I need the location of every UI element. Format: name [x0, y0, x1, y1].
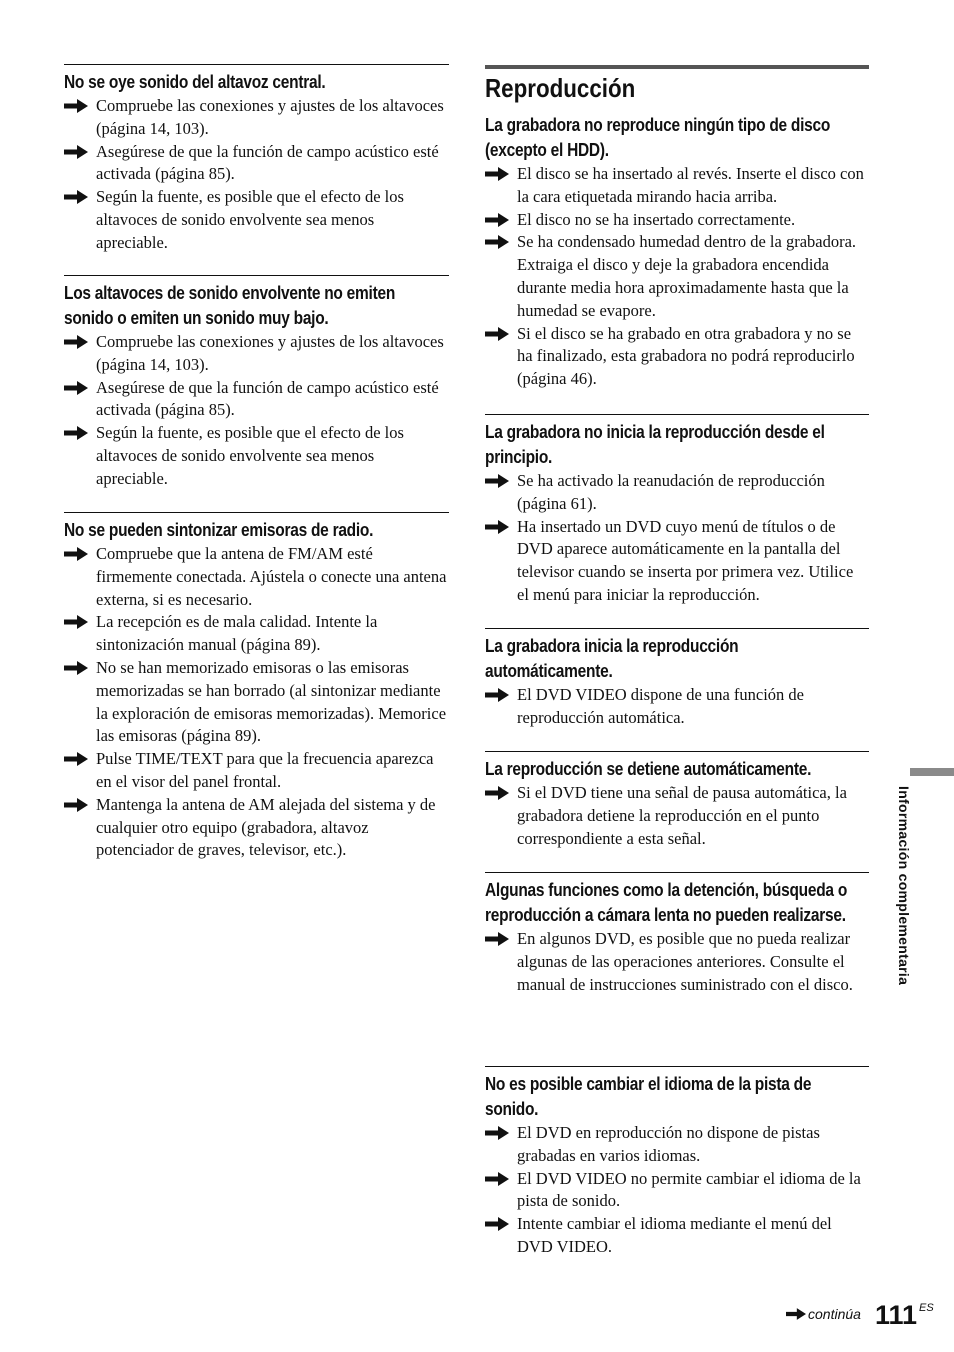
side-section-label: Información complementaria — [896, 786, 912, 986]
solution-list — [485, 782, 869, 850]
arrow-right-icon — [485, 235, 509, 249]
list-item: Según la fuente, es posible que el efecto de los altavoces de sonido envolvente sea menos apreciable. — [64, 186, 449, 254]
section-heading: La grabadora no reproduce ningún tipo de disco (excepto el HDD). — [485, 115, 831, 160]
arrow-right-icon — [64, 547, 88, 561]
arrow-right-icon — [786, 1308, 806, 1320]
list-item: Asegúrese de que la función de campo acústico esté activada (página 85). — [64, 141, 449, 187]
section-heading: La grabadora inicia la reproducción automáticamente. — [485, 636, 739, 681]
list-item: Pulse TIME/TEXT para que la frecuencia aparezca en el visor del panel frontal. — [64, 748, 449, 794]
section-heading: La grabadora no inicia la reproducción desde el principio. — [485, 422, 825, 467]
arrow-right-icon — [485, 1126, 509, 1140]
arrow-right-icon — [485, 1217, 509, 1231]
arrow-right-icon — [485, 786, 509, 800]
arrow-right-icon — [485, 474, 509, 488]
arrow-right-icon — [64, 661, 88, 675]
section-central-speaker — [64, 64, 449, 255]
solution-list — [485, 684, 869, 730]
arrow-right-icon — [485, 213, 509, 227]
list-item: No se han memorizado emisoras o las emisoras memorizadas se han borrado (al sintonizar mediante la exploración de emisoras memorizadas). Memorice las emisoras (página 89). — [64, 657, 449, 748]
section-not-from-start — [485, 414, 869, 607]
list-item: El disco se ha insertado al revés. Inserte el disco con la cara etiquetada mirando hacia arriba. — [485, 163, 869, 209]
list-item: Si el DVD tiene una señal de pausa automática, la grabadora detiene la reproducción en el punto correspondiente a esta señal. — [485, 782, 869, 850]
solution-list — [64, 543, 449, 862]
page-title: Reproducción — [485, 73, 636, 103]
section-heading: No es posible cambiar el idioma de la pista de sonido. — [485, 1074, 812, 1119]
section-heading: No se oye sonido del altavoz central. — [64, 72, 326, 92]
arrow-right-icon — [64, 335, 88, 349]
section-no-disc-playback — [485, 108, 869, 391]
solution-list — [485, 928, 869, 996]
solution-list — [64, 331, 449, 491]
section-auto-stop — [485, 751, 869, 850]
page-footer — [786, 1296, 934, 1330]
list-item: El DVD VIDEO no permite cambiar el idioma de la pista de sonido. — [485, 1168, 869, 1214]
arrow-right-icon — [64, 145, 88, 159]
section-audio-language — [485, 1066, 869, 1259]
list-item: Según la fuente, es posible que el efecto de los altavoces de sonido envolvente sea menos apreciable. — [64, 422, 449, 490]
solution-list — [485, 163, 869, 391]
arrow-right-icon — [485, 327, 509, 341]
list-item: El DVD VIDEO dispone de una función de reproducción automática. — [485, 684, 869, 730]
list-item: El disco no se ha insertado correctamente. — [485, 209, 869, 232]
section-surround-speakers — [64, 275, 449, 491]
arrow-right-icon — [64, 615, 88, 629]
arrow-right-icon — [485, 520, 509, 534]
section-functions-unavailable — [485, 872, 869, 996]
arrow-right-icon — [64, 190, 88, 204]
list-item: La recepción es de mala calidad. Intente la sintonización manual (página 89). — [64, 611, 449, 657]
list-item: El DVD en reproducción no dispone de pistas grabadas en varios idiomas. — [485, 1122, 869, 1168]
arrow-right-icon — [485, 167, 509, 181]
page-language-suffix: ES — [919, 1302, 934, 1314]
arrow-right-icon — [485, 688, 509, 702]
section-heading: Algunas funciones como la detención, búsqueda o reproducción a cámara lenta no pueden realizarse. — [485, 880, 848, 925]
side-tab-marker — [910, 768, 954, 776]
list-item: Asegúrese de que la función de campo acústico esté activada (página 85). — [64, 377, 449, 423]
arrow-right-icon — [64, 426, 88, 440]
section-heading: No se pueden sintonizar emisoras de radio. — [64, 520, 374, 540]
list-item: Intente cambiar el idioma mediante el menú del DVD VIDEO. — [485, 1213, 869, 1259]
list-item: Si el disco se ha grabado en otra grabadora y no se ha finalizado, esta grabadora no podrá reproducirlo (página 46). — [485, 323, 869, 391]
section-auto-start — [485, 628, 869, 730]
solution-list — [64, 95, 449, 255]
page-number: 111 — [874, 1300, 918, 1330]
section-heading: La reproducción se detiene automáticamente. — [485, 759, 812, 779]
arrow-right-icon — [64, 752, 88, 766]
list-item: Se ha condensado humedad dentro de la grabadora. Extraiga el disco y deje la grabadora encendida durante media hora aproximadamente hasta que la humedad se evapore. — [485, 231, 869, 322]
list-item: Compruebe las conexiones y ajustes de los altavoces (página 14, 103). — [64, 95, 449, 141]
section-radio-tuning — [64, 512, 449, 862]
continues-label: continúa — [808, 1306, 861, 1322]
list-item: Se ha activado la reanudación de reproducción (página 61). — [485, 470, 869, 516]
solution-list — [485, 1122, 869, 1259]
solution-list — [485, 470, 869, 607]
list-item: Mantenga la antena de AM alejada del sistema y de cualquier otro equipo (grabadora, altavoz potenciador de graves, televisor, etc.). — [64, 794, 449, 862]
arrow-right-icon — [485, 1172, 509, 1186]
list-item: Compruebe que la antena de FM/AM esté firmemente conectada. Ajústela o conecte una antena externa, si es necesario. — [64, 543, 449, 611]
arrow-right-icon — [485, 932, 509, 946]
arrow-right-icon — [64, 798, 88, 812]
arrow-right-icon — [64, 99, 88, 113]
arrow-right-icon — [64, 381, 88, 395]
main-title-bar — [485, 65, 869, 105]
list-item: Ha insertado un DVD cuyo menú de títulos o de DVD aparece automáticamente en la pantalla del televisor cuando se inserta por primera vez. Utilice el menú para iniciar la reproducción. — [485, 516, 869, 607]
section-heading: Los altavoces de sonido envolvente no emiten sonido o emiten un sonido muy bajo. — [64, 283, 396, 328]
list-item: En algunos DVD, es posible que no pueda realizar algunas de las operaciones anteriores. Consulte el manual de instrucciones suministrado con el disco. — [485, 928, 869, 996]
list-item: Compruebe las conexiones y ajustes de los altavoces (página 14, 103). — [64, 331, 449, 377]
